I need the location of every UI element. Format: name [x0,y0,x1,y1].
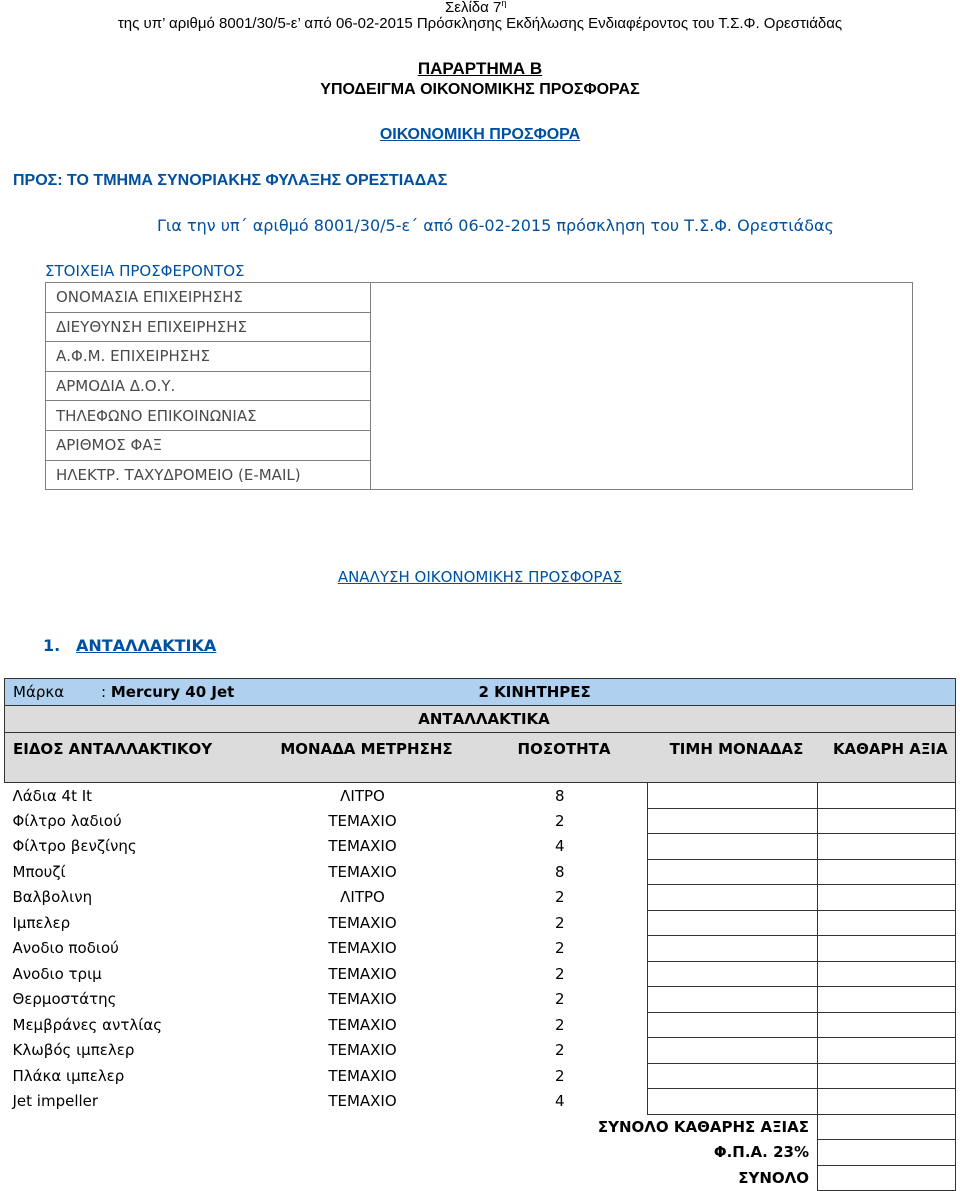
section-number: 1. [43,636,61,655]
section-title: ΑΝΤΑΛΛΑΚΤΙΚΑ [76,636,217,655]
unit-price-cell[interactable] [648,910,818,936]
item-unit: ΤΕΜΑΧΙΟ [328,1015,397,1034]
item-unit: ΤΕΜΑΧΙΟ [328,939,397,958]
table-row [5,783,956,809]
grand-total-label: ΣΥΝΟΛΟ [738,1168,809,1187]
supplier-field-label: ΤΗΛΕΦΩΝΟ ΕΠΙΚΟΙΝΩΝΙΑΣ [46,401,371,431]
item-unit: ΤΕΜΑΧΙΟ [328,913,397,932]
table-row [5,961,956,987]
item-unit: ΛΙΤΡΟ [340,786,385,805]
item-unit: ΤΕΜΑΧΙΟ [328,1041,397,1060]
net-value-cell[interactable] [818,910,956,936]
table-row [5,936,956,962]
page-label: Σελίδα 7 [445,0,502,16]
total-row [5,1140,956,1166]
supplier-field-label: ΟΝΟΜΑΣΙΑ ΕΠΙΧΕΙΡΗΣΗΣ [46,283,371,313]
net-value-cell[interactable] [818,834,956,860]
page-superscript: η [501,0,507,8]
offer-title: ΟΙΚΟΝΟΜΙΚΗ ΠΡΟΣΦΟΡΑ [379,126,581,143]
table-row [5,859,956,885]
item-name: Πλάκα ιμπελερ [12,1066,125,1085]
item-name: Μπουζί [12,862,66,881]
supplier-field-label: ΑΡΜΟΔΙΑ Δ.Ο.Υ. [46,371,371,401]
supplier-field-label: ΗΛΕΚΤΡ. ΤΑΧΥΔΡΟΜΕΙΟ (E-MAIL) [46,460,371,490]
unit-price-cell[interactable] [648,987,818,1013]
item-quantity: 2 [554,990,565,1009]
column-header-unit-price: ΤΙΜΗ ΜΟΝΑΔΑΣ [648,733,818,783]
unit-price-cell[interactable] [648,859,818,885]
unit-price-cell[interactable] [648,1089,818,1115]
item-unit: ΤΕΜΑΧΙΟ [328,1066,397,1085]
brand-label: Μάρκα [13,683,65,701]
engines-count: 2 ΚΙΝΗΤΗΡΕΣ [478,682,591,701]
vat-label: Φ.Π.Α. 23% [713,1143,809,1162]
net-value-cell[interactable] [818,987,956,1013]
subheading-row [5,706,956,733]
item-quantity: 2 [554,1066,565,1085]
column-header-net-value: ΚΑΘΑΡΗ ΑΞΙΑ [818,733,956,783]
item-quantity: 4 [554,837,565,856]
total-net-label: ΣΥΝΟΛΟ ΚΑΘΑΡΗΣ ΑΞΙΑΣ [597,1118,809,1136]
item-name: Ανοδιο τριμ [12,964,102,983]
table-row [5,1063,956,1089]
table-row [5,910,956,936]
item-name: Ανοδιο ποδιού [12,939,119,958]
section-heading [43,636,216,655]
supplier-row [46,283,913,313]
net-value-cell[interactable] [818,783,956,809]
vat-cell[interactable] [818,1140,956,1166]
item-quantity: 2 [554,939,565,958]
column-header-unit: ΜΟΝΑΔΑ ΜΕΤΡΗΣΗΣ [253,733,473,783]
net-value-cell[interactable] [818,885,956,911]
table-row [5,1089,956,1115]
unit-price-cell[interactable] [648,1038,818,1064]
table-row [5,1012,956,1038]
item-unit: ΤΕΜΑΧΙΟ [328,964,397,983]
item-quantity: 2 [554,1041,565,1060]
item-name: Κλωβός ιμπελερ [12,1041,135,1060]
column-header-item: ΕΙΔΟΣ ΑΝΤΑΛΛΑΚΤΙΚΟΥ [5,733,253,783]
unit-price-cell[interactable] [648,961,818,987]
supplier-field-label: ΑΡΙΘΜΟΣ ΦΑΞ [46,430,371,460]
item-quantity: 8 [554,786,565,805]
unit-price-cell[interactable] [648,885,818,911]
net-value-cell[interactable] [818,859,956,885]
net-value-cell[interactable] [818,808,956,834]
document-subtitle: ΥΠΟΔΕΙΓΜΑ ΟΙΚΟΝΟΜΙΚΗΣ ΠΡΟΣΦΟΡΑΣ [320,81,640,98]
item-name: Φίλτρο λαδιού [12,811,122,830]
item-unit: ΤΕΜΑΧΙΟ [328,1092,397,1111]
column-header-row [5,733,956,783]
item-unit: ΤΕΜΑΧΙΟ [328,837,397,856]
item-quantity: 4 [554,1092,565,1111]
analysis-title: ΑΝΑΛΥΣΗ ΟΙΚΟΝΟΜΙΚΗΣ ΠΡΟΣΦΟΡΑΣ [337,568,623,586]
unit-price-cell[interactable] [648,808,818,834]
net-value-cell[interactable] [818,1012,956,1038]
parts-subheading: ΑΝΤΑΛΛΑΚΤΙΚΑ [5,706,956,733]
supplier-details-table [45,282,913,490]
item-name: Λάδια 4t It [12,786,93,805]
item-unit: ΤΕΜΑΧΙΟ [328,811,397,830]
item-quantity: 8 [554,862,565,881]
unit-price-cell[interactable] [648,1063,818,1089]
total-row [5,1114,956,1140]
item-unit: ΤΕΜΑΧΙΟ [328,990,397,1009]
column-header-quantity: ΠΟΣΟΤΗΤΑ [473,733,648,783]
item-name: Μεμβράνες αντλίας [12,1015,163,1034]
header-reference-line: της υπ’ αριθμό 8001/30/5-ε’ από 06-02-2015 Πρόσκλησης Εκδήλωσης Ενδιαφέροντος του Τ.Σ.Φ. Ορεστιάδας [117,15,843,32]
item-name: Βαλβολινη [12,888,93,907]
brand-value: Mercury 40 Jet [110,683,235,701]
item-quantity: 2 [554,888,565,907]
reference-line: Για την υπ΄ αριθμό 8001/30/5-ε΄ από 06-02-2015 πρόσκληση του Τ.Σ.Φ. Ορεστιάδας [157,216,834,235]
net-value-cell[interactable] [818,1063,956,1089]
net-value-cell[interactable] [818,1038,956,1064]
unit-price-cell[interactable] [648,936,818,962]
supplier-heading: ΣΤΟΙΧΕΙΑ ΠΡΟΣΦΕΡΟΝΤΟΣ [45,262,245,280]
annex-title: ΠΑΡΑΡΤΗΜΑ Β [417,59,543,78]
table-row [5,885,956,911]
parts-table [4,678,956,1191]
item-name: Jet impeller [12,1092,99,1111]
item-quantity: 2 [554,964,565,983]
brand-separator: : [101,683,107,701]
unit-price-cell[interactable] [648,834,818,860]
net-value-cell[interactable] [818,936,956,962]
unit-price-cell[interactable] [648,1012,818,1038]
table-row [5,834,956,860]
table-row [5,1038,956,1064]
supplier-field-label: ΔΙΕΥΘΥΝΣΗ ΕΠΙΧΕΙΡΗΣΗΣ [46,312,371,342]
brand-row [5,679,956,706]
item-name: Φίλτρο βενζίνης [12,837,137,856]
item-name: Ιμπελερ [12,913,71,932]
brand-cell [5,679,956,706]
supplier-values-box[interactable] [371,283,913,490]
item-unit: ΤΕΜΑΧΙΟ [328,862,397,881]
item-name: Θερμοστάτης [12,990,117,1009]
item-quantity: 2 [554,811,565,830]
supplier-field-label: Α.Φ.Μ. ΕΠΙΧΕΙΡΗΣΗΣ [46,342,371,372]
item-quantity: 2 [554,1015,565,1034]
net-value-cell[interactable] [818,961,956,987]
total-net-cell[interactable] [818,1114,956,1140]
item-unit: ΛΙΤΡΟ [340,888,385,907]
net-value-cell[interactable] [818,1089,956,1115]
recipient-line: ΠΡΟΣ: ΤΟ ΤΜΗΜΑ ΣΥΝΟΡΙΑΚΗΣ ΦΥΛΑΞΗΣ ΟΡΕΣΤΙΑΔΑΣ [13,172,448,189]
unit-price-cell[interactable] [648,783,818,809]
table-row [5,987,956,1013]
item-quantity: 2 [554,913,565,932]
table-row [5,808,956,834]
page-number [445,0,506,16]
